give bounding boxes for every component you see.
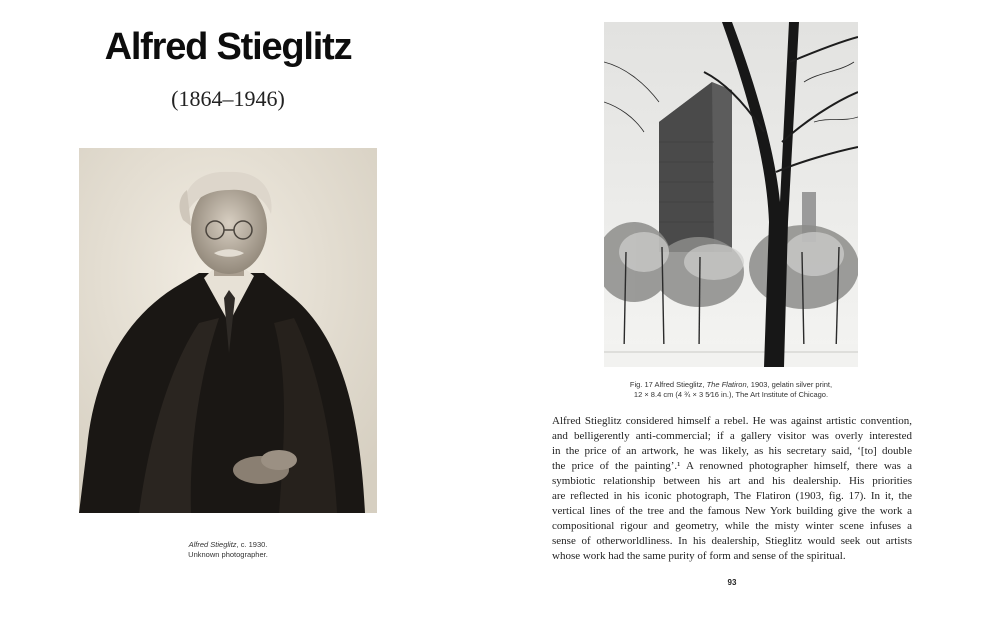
life-dates: (1864–1946) <box>171 86 285 111</box>
body-line: compositional rigour and geometry, while the misty winter scene infuses a <box>552 520 912 532</box>
portrait-photo <box>79 148 377 513</box>
flatiron-caption-medium: , 1903, gelatin silver print, <box>746 380 833 389</box>
portrait-caption-title: Alfred Stieglitz <box>188 540 237 549</box>
body-paragraph <box>552 414 912 564</box>
flatiron-caption-title: The Flatiron <box>706 380 747 389</box>
body-line: whose work had the same purity of form and sense of the spiritual. <box>552 550 846 562</box>
body-line: are reflected in his iconic photograph, The Flatiron (1903, fig. 17). In it, the <box>552 490 912 502</box>
body-line: the price of the painting’.¹ A renowned photographer himself, there was a <box>552 460 912 472</box>
portrait-caption-date: , c. 1930. <box>236 540 268 549</box>
body-line: symbiotic relationship between his art and his dealership. His priorities <box>552 475 912 487</box>
page-title: Alfred Stieglitz <box>104 26 352 68</box>
flatiron-photo <box>604 22 858 367</box>
body-line: vertical lines of the tree and the famous New York building give the work a <box>552 505 912 517</box>
body-line: Alfred Stieglitz considered himself a rebel. He was against artistic convention, <box>552 415 912 427</box>
portrait-caption <box>78 540 378 560</box>
flatiron-caption-details: 12 × 8.4 cm (4 ¾ × 3 5⁄16 in.), The Art Institute of Chicago. <box>633 389 829 399</box>
flatiron-caption <box>580 380 882 399</box>
page-number: 93 <box>727 578 737 587</box>
body-line: and belligerently anti-commercial; if a gallery visitor was overly interested <box>552 430 912 442</box>
flatiron-caption-fig: Fig. 17 Alfred Stieglitz, <box>629 380 707 389</box>
body-line: in the price of an artwork, he was likely, as his secretary said, ‘[to] double <box>552 445 912 457</box>
body-line: sense of otherworldliness. In his dealership, Stieglitz would seek out artists <box>552 535 912 547</box>
portrait-caption-credit: Unknown photographer. <box>188 550 268 559</box>
